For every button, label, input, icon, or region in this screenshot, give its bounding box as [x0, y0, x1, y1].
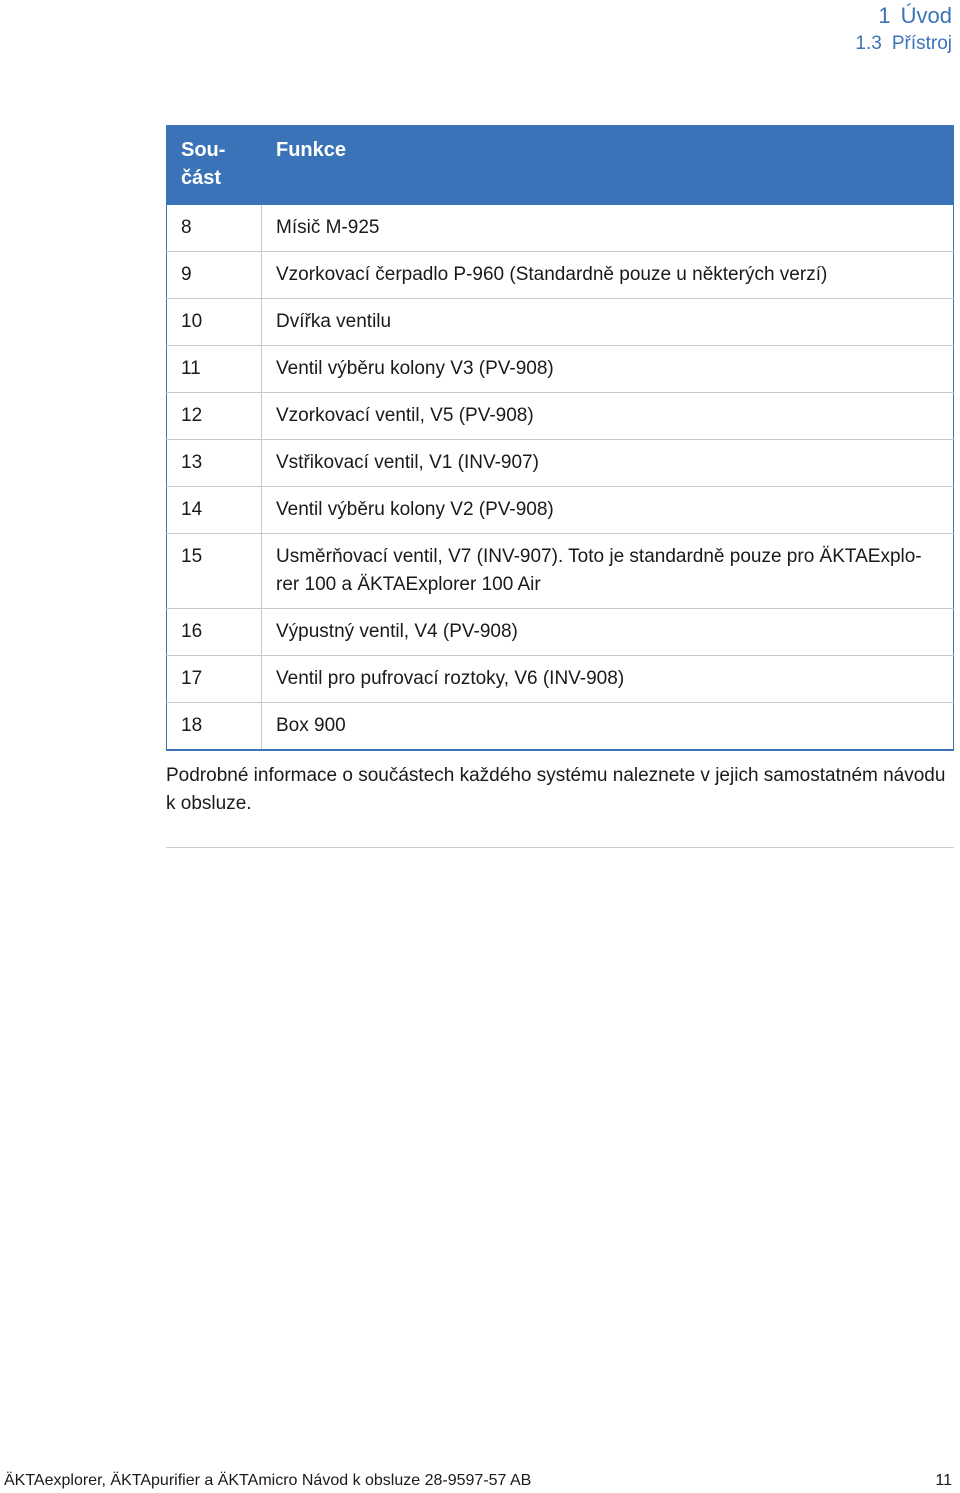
table-row: [167, 252, 954, 299]
table-row: [167, 299, 954, 346]
section-number: 1.3: [855, 33, 882, 54]
part-number-cell: 16: [167, 609, 262, 656]
table-row: [167, 205, 954, 252]
table-row: [167, 534, 954, 609]
note-text: Podrobné informace o součástech každého systému naleznete v jejich samostatném návodu k obsluze.: [166, 765, 946, 814]
table-row: [167, 656, 954, 703]
table-row: [167, 346, 954, 393]
parts-table: [166, 125, 954, 751]
table-row: [167, 440, 954, 487]
part-number-cell: 11: [167, 346, 262, 393]
part-number-cell: 13: [167, 440, 262, 487]
table-row: [167, 393, 954, 440]
section-heading: [855, 30, 952, 58]
function-cell: Usměrňovací ventil, V7 (INV-907). Toto je standardně pouze pro ÄKTAExplo- rer 100 a ÄKTAExplorer 100 Air: [262, 534, 954, 609]
part-number-cell: 17: [167, 656, 262, 703]
part-number-cell: 8: [167, 205, 262, 252]
chapter-number: 1: [878, 3, 891, 28]
part-number-cell: 9: [167, 252, 262, 299]
function-cell: Výpustný ventil, V4 (PV-908): [262, 609, 954, 656]
chapter-title: Úvod: [900, 3, 952, 28]
section-title: Přístroj: [891, 33, 952, 54]
running-header: [855, 2, 952, 58]
chapter-heading: [855, 2, 952, 30]
column-header-part: Sou- část: [167, 126, 262, 205]
table-header-row: [167, 126, 954, 205]
part-number-cell: 15: [167, 534, 262, 609]
column-header-function: Funkce: [262, 126, 954, 205]
table-row: [167, 487, 954, 534]
function-cell: Box 900: [262, 703, 954, 751]
function-cell: Vzorkovací čerpadlo P-960 (Standardně pouze u některých verzí): [262, 252, 954, 299]
part-number-cell: 14: [167, 487, 262, 534]
function-cell: Mísič M-925: [262, 205, 954, 252]
divider: [166, 847, 954, 848]
function-cell: Ventil výběru kolony V2 (PV-908): [262, 487, 954, 534]
part-number-cell: 10: [167, 299, 262, 346]
table-body: [167, 205, 954, 751]
function-cell: Ventil pro pufrovací roztoky, V6 (INV-908): [262, 656, 954, 703]
function-cell: Dvířka ventilu: [262, 299, 954, 346]
page-footer: [4, 1470, 952, 1492]
page-number: 11: [935, 1472, 952, 1489]
part-number-cell: 12: [167, 393, 262, 440]
function-cell: Ventil výběru kolony V3 (PV-908): [262, 346, 954, 393]
function-cell: Vzorkovací ventil, V5 (PV-908): [262, 393, 954, 440]
table-row: [167, 703, 954, 751]
footer-title: ÄKTAexplorer, ÄKTApurifier a ÄKTAmicro Návod k obsluze 28-9597-57 AB: [4, 1472, 532, 1489]
function-cell: Vstřikovací ventil, V1 (INV-907): [262, 440, 954, 487]
table-row: [167, 609, 954, 656]
part-number-cell: 18: [167, 703, 262, 751]
